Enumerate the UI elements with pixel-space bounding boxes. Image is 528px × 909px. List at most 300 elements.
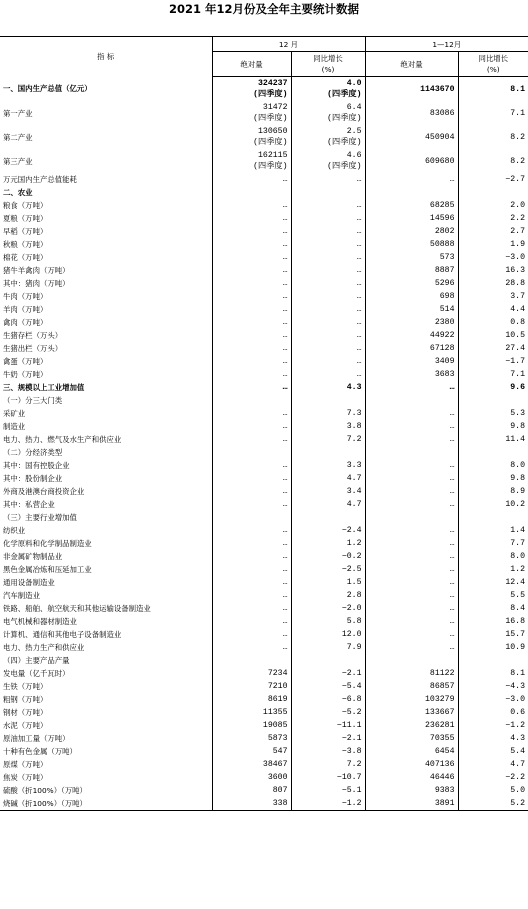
table-row <box>0 212 528 225</box>
row-label: 铁路、船舶、航空航天和其他运输设备制造业 <box>3 604 151 613</box>
row-label: 原油加工量（万吨） <box>3 734 70 743</box>
year-abs-cell: 81122 <box>365 667 458 680</box>
year-yoy-cell: −1.2 <box>458 719 528 732</box>
row-label: 电力、热力、燃气及水生产和供应业 <box>3 435 122 444</box>
month-abs-cell: … <box>212 420 291 433</box>
month-abs-cell: 807 <box>212 784 291 797</box>
row-label: 生猪出栏（万头） <box>3 344 63 353</box>
row-label: 夏粮（万吨） <box>3 214 48 223</box>
month-abs-cell: … <box>212 290 291 303</box>
year-yoy-cell: −3.0 <box>458 693 528 706</box>
year-abs-cell <box>365 446 458 459</box>
year-yoy-cell: 4.7 <box>458 758 528 771</box>
row-label: 第一产业 <box>3 108 33 118</box>
month-yoy-cell <box>291 511 365 524</box>
year-yoy-header: 同比增长 (%) <box>458 52 528 77</box>
table-row <box>0 498 528 511</box>
year-abs-cell: 70355 <box>365 732 458 745</box>
month-yoy-cell <box>291 446 365 459</box>
month-abs-cell: … <box>212 381 291 394</box>
year-abs-cell: 6454 <box>365 745 458 758</box>
year-abs-cell: 68285 <box>365 199 458 212</box>
row-label: 早稻（万吨） <box>3 227 48 236</box>
row-label: 生猪存栏（万头） <box>3 331 63 340</box>
year-abs-cell: 8887 <box>365 264 458 277</box>
table-row <box>0 186 528 199</box>
year-yoy-cell: 11.4 <box>458 433 528 446</box>
year-yoy-cell: 2.0 <box>458 199 528 212</box>
month-yoy-cell: −2.1 <box>291 732 365 745</box>
month-abs-cell: … <box>212 316 291 329</box>
year-yoy-cell <box>458 511 528 524</box>
year-abs-cell: … <box>365 641 458 654</box>
month-abs-cell: 7234 <box>212 667 291 680</box>
month-abs-cell: … <box>212 433 291 446</box>
table-row <box>0 550 528 563</box>
month-yoy-cell: 4.7 <box>291 472 365 485</box>
year-yoy-cell: 4.4 <box>458 303 528 316</box>
table-row <box>0 485 528 498</box>
month-abs-cell: … <box>212 368 291 381</box>
year-abs-cell: 514 <box>365 303 458 316</box>
year-abs-cell <box>365 394 458 407</box>
year-yoy-cell: 15.7 <box>458 628 528 641</box>
year-abs-cell: 2380 <box>365 316 458 329</box>
month-yoy-cell: … <box>291 173 365 186</box>
table-row <box>0 251 528 264</box>
year-yoy-cell: 2.7 <box>458 225 528 238</box>
month-yoy-cell: 4.6 (四季度) <box>291 149 365 173</box>
table-row <box>0 563 528 576</box>
row-label: 汽车制造业 <box>3 591 40 600</box>
year-abs-cell: 103279 <box>365 693 458 706</box>
row-label: 原煤（万吨） <box>3 760 48 769</box>
row-label: 计算机、通信和其他电子设备制造业 <box>3 630 122 639</box>
month-yoy-cell: … <box>291 290 365 303</box>
month-abs-cell: … <box>212 459 291 472</box>
year-abs-cell: … <box>365 381 458 394</box>
year-yoy-cell: 3.7 <box>458 290 528 303</box>
month-abs-cell: 162115 (四季度) <box>212 149 291 173</box>
month-yoy-cell: … <box>291 316 365 329</box>
year-abs-cell: 698 <box>365 290 458 303</box>
month-yoy-cell: 4.7 <box>291 498 365 511</box>
year-abs-cell: … <box>365 420 458 433</box>
year-abs-cell: … <box>365 459 458 472</box>
year-yoy-cell: 1.9 <box>458 238 528 251</box>
table-row <box>0 472 528 485</box>
month-abs-cell: … <box>212 628 291 641</box>
month-yoy-cell: 7.2 <box>291 433 365 446</box>
year-abs-cell: … <box>365 472 458 485</box>
year-yoy-cell: 8.2 <box>458 149 528 173</box>
year-abs-cell: … <box>365 602 458 615</box>
month-abs-cell: 324237 (四季度) <box>212 77 291 102</box>
month-abs-cell: … <box>212 485 291 498</box>
month-abs-cell: … <box>212 602 291 615</box>
table-row <box>0 758 528 771</box>
table-row <box>0 394 528 407</box>
year-yoy-cell: 10.5 <box>458 329 528 342</box>
month-abs-cell <box>212 446 291 459</box>
year-abs-cell: 86857 <box>365 680 458 693</box>
table-row <box>0 342 528 355</box>
table-row <box>0 693 528 706</box>
table-row <box>0 199 528 212</box>
row-label: 粗钢（万吨） <box>3 695 48 704</box>
year-yoy-cell: −2.7 <box>458 173 528 186</box>
table-row <box>0 149 528 173</box>
month-abs-cell <box>212 186 291 199</box>
month-yoy-cell: −2.4 <box>291 524 365 537</box>
year-yoy-cell: 5.5 <box>458 589 528 602</box>
month-abs-cell: … <box>212 550 291 563</box>
month-abs-cell: 5873 <box>212 732 291 745</box>
year-yoy-cell: 27.4 <box>458 342 528 355</box>
row-label: 牛肉（万吨） <box>3 292 48 301</box>
table-row <box>0 667 528 680</box>
year-abs-cell: 3409 <box>365 355 458 368</box>
year-yoy-cell: −3.0 <box>458 251 528 264</box>
table-row <box>0 732 528 745</box>
table-row <box>0 238 528 251</box>
month-yoy-cell: −10.7 <box>291 771 365 784</box>
month-abs-cell: 7210 <box>212 680 291 693</box>
month-abs-cell: … <box>212 199 291 212</box>
year-abs-cell: 5296 <box>365 277 458 290</box>
row-label: 禽蛋（万吨） <box>3 357 48 366</box>
month-yoy-cell: −6.8 <box>291 693 365 706</box>
year-yoy-cell: 0.8 <box>458 316 528 329</box>
page-title: 2021 年12月份及全年主要统计数据 <box>168 2 359 16</box>
month-yoy-cell: … <box>291 342 365 355</box>
year-abs-cell: 83086 <box>365 101 458 125</box>
month-abs-cell: 38467 <box>212 758 291 771</box>
year-yoy-cell: 9.8 <box>458 472 528 485</box>
month-abs-cell: … <box>212 342 291 355</box>
month-yoy-cell: … <box>291 199 365 212</box>
year-yoy-cell: 0.6 <box>458 706 528 719</box>
year-abs-cell: 236281 <box>365 719 458 732</box>
row-label: 黑色金属冶炼和压延加工业 <box>3 565 92 574</box>
row-label: 化学原料和化学制品制造业 <box>3 539 92 548</box>
table-row <box>0 589 528 602</box>
year-yoy-cell: 5.0 <box>458 784 528 797</box>
year-abs-cell: 14596 <box>365 212 458 225</box>
month-abs-cell: … <box>212 537 291 550</box>
year-yoy-cell <box>458 394 528 407</box>
indicator-header: 指 标 <box>0 37 212 77</box>
table-row <box>0 77 528 102</box>
year-abs-cell: … <box>365 628 458 641</box>
row-label: 禽肉（万吨） <box>3 318 48 327</box>
row-label: （四）主要产品产量 <box>3 656 70 665</box>
table-row <box>0 576 528 589</box>
month-abs-cell: 547 <box>212 745 291 758</box>
year-yoy-cell: 16.3 <box>458 264 528 277</box>
month-yoy-cell: 4.0 (四季度) <box>291 77 365 102</box>
year-yoy-cell: 8.2 <box>458 125 528 149</box>
table-row <box>0 654 528 667</box>
year-yoy-cell: 8.4 <box>458 602 528 615</box>
row-label: 制造业 <box>3 422 26 431</box>
table-row <box>0 602 528 615</box>
table-row <box>0 680 528 693</box>
table-row <box>0 125 528 149</box>
row-label: 烧碱（折100%）（万吨） <box>0 797 212 811</box>
year-yoy-cell: 5.3 <box>458 407 528 420</box>
month-yoy-cell: −11.1 <box>291 719 365 732</box>
row-label: 其中：国有控股企业 <box>3 461 70 470</box>
row-label: 发电量（亿千瓦时） <box>3 669 70 678</box>
table-row <box>0 173 528 186</box>
year-yoy-cell: −2.2 <box>458 771 528 784</box>
table-row <box>0 290 528 303</box>
year-yoy-cell: 28.8 <box>458 277 528 290</box>
month-yoy-cell: −2.1 <box>291 667 365 680</box>
year-yoy-cell: 1.2 <box>458 563 528 576</box>
year-yoy-cell: 16.8 <box>458 615 528 628</box>
table-row <box>0 745 528 758</box>
month-yoy-cell: 3.8 <box>291 420 365 433</box>
year-yoy-cell <box>458 446 528 459</box>
year-abs-cell <box>365 511 458 524</box>
month-abs-cell: … <box>212 576 291 589</box>
row-label: 万元国内生产总值能耗 <box>3 175 77 184</box>
row-label: 通用设备制造业 <box>3 578 55 587</box>
year-abs-cell: 2802 <box>365 225 458 238</box>
year-yoy-cell: 12.4 <box>458 576 528 589</box>
year-abs-cell: … <box>365 537 458 550</box>
year-abs-cell: 407136 <box>365 758 458 771</box>
month-abs-cell: 11355 <box>212 706 291 719</box>
year-abs-cell: 1143670 <box>365 77 458 102</box>
month-abs-cell: … <box>212 563 291 576</box>
year-abs-cell: … <box>365 433 458 446</box>
row-label: 棉花（万吨） <box>3 253 48 262</box>
month-yoy-cell: −5.4 <box>291 680 365 693</box>
year-abs-cell: … <box>365 563 458 576</box>
year-abs-cell: 46446 <box>365 771 458 784</box>
table-row <box>0 420 528 433</box>
month-abs-cell: … <box>212 498 291 511</box>
month-yoy-cell: 12.0 <box>291 628 365 641</box>
table-row <box>0 524 528 537</box>
year-abs-cell: … <box>365 498 458 511</box>
table-row <box>0 101 528 125</box>
year-yoy-cell: 10.9 <box>458 641 528 654</box>
row-label: （一）分三大门类 <box>3 396 63 405</box>
row-label: 三、规模以上工业增加值 <box>3 383 85 392</box>
table-row <box>0 355 528 368</box>
month-abs-cell: 19085 <box>212 719 291 732</box>
year-abs-cell: 3891 <box>365 797 458 811</box>
row-label: 电力、热力生产和供应业 <box>3 643 85 652</box>
month-abs-cell: 31472 (四季度) <box>212 101 291 125</box>
month-yoy-cell: 2.8 <box>291 589 365 602</box>
table-row <box>0 446 528 459</box>
table-row <box>0 381 528 394</box>
year-abs-cell: … <box>365 589 458 602</box>
row-label: 生铁（万吨） <box>3 682 48 691</box>
year-abs-cell: … <box>365 407 458 420</box>
year-abs-cell <box>365 186 458 199</box>
month-yoy-cell: 7.2 <box>291 758 365 771</box>
month-abs-cell: … <box>212 212 291 225</box>
row-label: 焦炭（万吨） <box>3 773 48 782</box>
year-abs-cell: 573 <box>365 251 458 264</box>
month-abs-cell: … <box>212 329 291 342</box>
month-yoy-cell: 4.3 <box>291 381 365 394</box>
month-abs-cell: … <box>212 173 291 186</box>
year-abs-cell: 609680 <box>365 149 458 173</box>
row-label: 其中：股份制企业 <box>3 474 63 483</box>
month-yoy-cell: … <box>291 329 365 342</box>
month-abs-cell: … <box>212 472 291 485</box>
month-yoy-cell: 3.3 <box>291 459 365 472</box>
month-abs-cell: … <box>212 524 291 537</box>
month-yoy-cell: … <box>291 355 365 368</box>
month-yoy-cell: −5.1 <box>291 784 365 797</box>
year-abs-cell: 44922 <box>365 329 458 342</box>
year-abs-cell <box>365 654 458 667</box>
table-row <box>0 264 528 277</box>
table-row <box>0 641 528 654</box>
month-yoy-cell: −2.0 <box>291 602 365 615</box>
row-label: 牛奶（万吨） <box>3 370 48 379</box>
table-row <box>0 303 528 316</box>
month-abs-cell: … <box>212 641 291 654</box>
month-abs-cell: … <box>212 615 291 628</box>
month-yoy-cell: −3.8 <box>291 745 365 758</box>
table-row <box>0 368 528 381</box>
row-label: 纺织业 <box>3 526 26 535</box>
year-abs-cell: … <box>365 550 458 563</box>
year-abs-cell: … <box>365 615 458 628</box>
month-yoy-cell: … <box>291 277 365 290</box>
month-yoy-cell: −5.2 <box>291 706 365 719</box>
month-abs-cell: … <box>212 225 291 238</box>
month-yoy-cell: 5.8 <box>291 615 365 628</box>
table-row <box>0 719 528 732</box>
month-yoy-cell: 1.2 <box>291 537 365 550</box>
table-row <box>0 459 528 472</box>
month-yoy-cell: −2.5 <box>291 563 365 576</box>
row-label: 其中：猪肉（万吨） <box>3 279 70 288</box>
month-yoy-header: 同比增长 (%) <box>291 52 365 77</box>
year-abs-cell: 450904 <box>365 125 458 149</box>
row-label: 外商及港澳台商投资企业 <box>3 487 85 496</box>
month-abs-cell: … <box>212 264 291 277</box>
month-yoy-cell: … <box>291 212 365 225</box>
month-abs-cell: 3600 <box>212 771 291 784</box>
year-yoy-cell: 8.1 <box>458 77 528 102</box>
year-abs-cell: 50888 <box>365 238 458 251</box>
table-header-row <box>0 37 528 52</box>
row-label: 水泥（万吨） <box>3 721 48 730</box>
month-abs-cell: … <box>212 589 291 602</box>
month-yoy-cell: 3.4 <box>291 485 365 498</box>
year-yoy-cell: 8.9 <box>458 485 528 498</box>
row-label: （二）分经济类型 <box>3 448 63 457</box>
year-abs-cell: … <box>365 173 458 186</box>
year-yoy-cell: 7.7 <box>458 537 528 550</box>
month-yoy-cell: … <box>291 238 365 251</box>
row-label: 第二产业 <box>3 132 33 142</box>
month-abs-cell: 130650 (四季度) <box>212 125 291 149</box>
month-abs-cell: … <box>212 238 291 251</box>
row-label: 十种有色金属（万吨） <box>3 747 77 756</box>
month-yoy-cell: … <box>291 264 365 277</box>
month-yoy-cell: 7.9 <box>291 641 365 654</box>
month-abs-cell: … <box>212 277 291 290</box>
month-yoy-cell: 1.5 <box>291 576 365 589</box>
row-label: 硫酸（折100%）（万吨） <box>3 786 87 795</box>
row-label: 猪牛羊禽肉（万吨） <box>3 266 70 275</box>
year-yoy-cell: 4.3 <box>458 732 528 745</box>
statistics-table <box>0 36 528 811</box>
table-row <box>0 784 528 797</box>
year-yoy-cell: 5.4 <box>458 745 528 758</box>
month-abs-cell <box>212 511 291 524</box>
year-yoy-cell: 10.2 <box>458 498 528 511</box>
month-yoy-cell <box>291 394 365 407</box>
table-row <box>0 407 528 420</box>
row-label: 其中：私营企业 <box>3 500 55 509</box>
year-yoy-cell: 7.1 <box>458 101 528 125</box>
table-row <box>0 316 528 329</box>
row-label: 非金属矿物制品业 <box>3 552 63 561</box>
year-abs-cell: … <box>365 524 458 537</box>
table-row <box>0 615 528 628</box>
table-row <box>0 433 528 446</box>
year-yoy-cell: −1.7 <box>458 355 528 368</box>
month-header: 12 月 <box>212 37 365 52</box>
month-yoy-cell: 7.3 <box>291 407 365 420</box>
row-label: 二、农业 <box>3 188 33 197</box>
year-abs-cell: 3683 <box>365 368 458 381</box>
table-row <box>0 628 528 641</box>
row-label: 采矿业 <box>3 409 26 418</box>
month-abs-cell: … <box>212 407 291 420</box>
month-abs-cell <box>212 654 291 667</box>
table-row <box>0 225 528 238</box>
month-abs-cell <box>212 394 291 407</box>
row-label: 羊肉（万吨） <box>3 305 48 314</box>
table-row <box>0 706 528 719</box>
year-yoy-cell: −4.3 <box>458 680 528 693</box>
month-abs-header: 绝对量 <box>212 52 291 77</box>
year-yoy-cell: 9.6 <box>458 381 528 394</box>
year-yoy-cell: 1.4 <box>458 524 528 537</box>
month-abs-cell: 338 <box>212 797 291 811</box>
row-label: 一、国内生产总值（亿元） <box>3 84 92 94</box>
month-yoy-cell: −1.2 <box>291 797 365 811</box>
month-yoy-cell <box>291 654 365 667</box>
month-abs-cell: … <box>212 303 291 316</box>
row-label: 秋粮（万吨） <box>3 240 48 249</box>
year-abs-header: 绝对量 <box>365 52 458 77</box>
year-abs-cell: 67128 <box>365 342 458 355</box>
table-row <box>0 537 528 550</box>
year-abs-cell: … <box>365 485 458 498</box>
month-abs-cell: 8619 <box>212 693 291 706</box>
month-yoy-cell <box>291 186 365 199</box>
year-yoy-cell: 8.0 <box>458 550 528 563</box>
year-abs-cell: 9383 <box>365 784 458 797</box>
row-label: 粮食（万吨） <box>3 201 48 210</box>
month-yoy-cell: … <box>291 251 365 264</box>
